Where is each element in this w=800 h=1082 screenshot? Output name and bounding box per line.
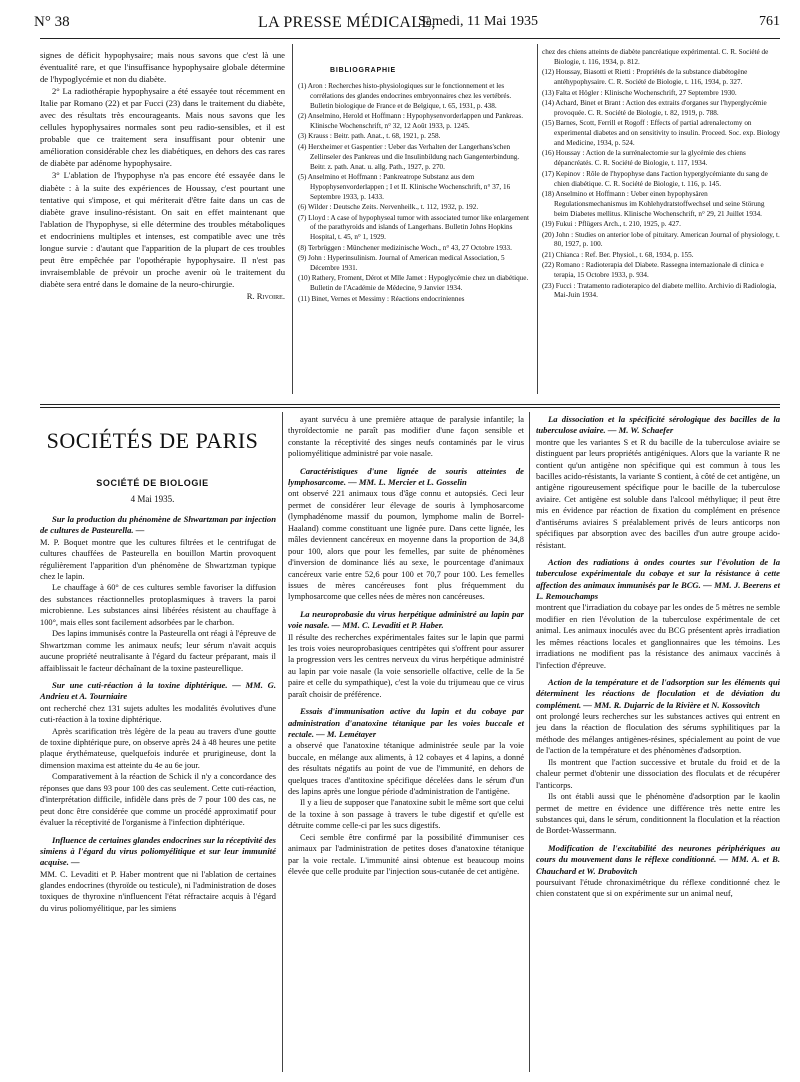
paragraph: ont recherché chez 131 sujets adultes les modalités évolutives d'une cuti-réaction à la toxine diphtérique. bbox=[40, 703, 276, 725]
column-divider bbox=[529, 412, 530, 1072]
communication-title: Caractéristiques d'une lignée de souris atteintes de lymphosarcome. — MM. L. Mercier et L. Gosselin bbox=[288, 465, 524, 488]
section-rule bbox=[40, 404, 780, 405]
paragraph: 2° La radiothérapie hypophysaire a été essayée tout récemment en Italie par Romano (22) et par Fucci (23) dans le traitement du diabète, avec des résultats très encourageants. Mais nous savons que les cellules hypophysaires normales sont peu radio-sensibles, et il est probable que ce traitement sera insuffisant pour obtenir une amélioration considérable chez les diabétiques, en dehors des cas rares de diabète par adénome hypophysaire. bbox=[40, 86, 285, 169]
bibliography-entry: (7) Lloyd : A case of hypophyseal tumor with associated tumor like enlargement of the parathyroids and islands of Langerhans. Bulletin Johns Hopkins Hospital, t. 45, n° 1, 1929. bbox=[298, 213, 530, 242]
paragraph: Il résulte des recherches expérimentales faites sur le lapin que parmi les trois voies neuroprobasiques centripètes qui s'offrent pour assurer la progression vers les centres nerveux du virus herpétique administré au lapin par voie nasale (la voie sensorielle olfactive, celle de la 5e paire et celle du sympathique), c'est la voie du trijumeau que ce virus paraît choisir de préférence. bbox=[288, 632, 524, 699]
society-column-b bbox=[288, 414, 524, 878]
paragraph: montre que les variantes S et R du bacille de la tuberculose aviaire se distinguent par leurs propriétés antigéniques. Alors que la variante R ne contient qu'un antigène non spécifique qui est commun à tous les bacilles acido-résistants, la variante S contient, à côté de cet antigène, un antigène rigoureusement spécifique pour le bacille de la tuberculose aviaire. Cet antigène est soluble dans l'alcool méthylique; il peut être mis en évidence par réaction de fixation du complément en présence d'antisérums aviaires S préalablement privés de leurs anticorps non spécifiques par absorption avec des bacilles d'un autre groupe acido-résistant. bbox=[536, 437, 780, 550]
bibliography-column-2 bbox=[542, 48, 780, 302]
paragraph: Il y a lieu de supposer que l'anatoxine subit le même sort que celui de la toxine à son passage à travers le tube digestif et qu'elle est détruite comme celle-ci par les sucs digestifs. bbox=[288, 798, 524, 831]
paragraph: Après scarification très légère de la peau au travers d'une goutte de toxine diphtérique pure, on observe après 24 à 48 heures une petite plaque érythémateuse, quelquefois indurée et prurigineuse, dont la dimension maxima est atteinte du 4e au 6e jour. bbox=[40, 726, 276, 770]
bibliography-entry: (8) Terbrüggen : Münchener medizinische Woch., n° 43, 27 Octobre 1933. bbox=[298, 243, 512, 252]
section-title: SOCIÉTÉS DE PARIS bbox=[46, 428, 259, 453]
communication-title: Action des radiations à ondes courtes sur l'évolution de la tuberculose expérimentale du cobaye et sur la résistance à cette affection des animaux immunisés par le BCG. — MM. J. Beerens et L. Remouchamps bbox=[536, 557, 780, 602]
paragraph: Ceci semble être confirmé par la possibilité d'immuniser ces animaux par l'administration de petites doses d'anatoxine tétanique par la voie rectale. L'immunité ainsi obtenue est beaucoup moins élevée que celle produite par l'injection sous-cutanée de cet antigène. bbox=[288, 832, 524, 877]
bibliography-entry: (16) Houssay : Action de la surrénalectomie sur la glycémie des chiens dépancréatés. C. R. Société de Biologie, t. 117, 1934. bbox=[542, 149, 746, 168]
bibliography-title: BIBLIOGRAPHIE bbox=[330, 67, 397, 74]
bibliography-entry: (5) Anselmino et Hoffmann : Pankreatrope Substanz aus dem Hypophysenvorderlappen ; I et II. Klinische Wochenschrift, n° 37, 16 Septembre 1933, p. 1433. bbox=[298, 172, 511, 201]
bibliography-entry: (20) John : Studies on anterior lobe of pituitary. American Journal of physiology, t. 80, 1927, p. 100. bbox=[542, 230, 780, 249]
communication-title: Sur la production du phénomène de Shwartzman par injection de cultures de Pasteurella. — bbox=[40, 514, 276, 536]
bibliography-entry: (19) Fukui : Pflügers Arch., t. 210, 1925, p. 427. bbox=[542, 220, 681, 229]
bibliography-entry: (17) Kepinov : Rôle de l'hypophyse dans l'action hyperglycémiante du sang de chien diabétique. C. R. Société de Biologie, t. 116, p. 145. bbox=[542, 169, 768, 188]
paragraph: ayant survécu à une première attaque de paralysie infantile; la thyroïdectomie ne paraît pas modifier d'une façon sensible et constante la réceptivité des singes neufs contaminés par le virus poliomyélitique administré par voie nasale. bbox=[288, 415, 524, 459]
session-date: 4 Mai 1935. bbox=[130, 494, 175, 504]
bibliography-entry: (21) Chianca : Ref. Ber. Physiol., t. 68, 1934, p. 155. bbox=[542, 250, 694, 259]
bibliography-entry: (3) Krauss : Beitr. path. Anat., t. 68, 1921, p. 258. bbox=[298, 132, 441, 141]
column-divider bbox=[282, 412, 283, 1072]
paragraph: montrent que l'irradiation du cobaye par les ondes de 5 mètres ne semble modifier en rien l'évolution de la tuberculose expérimentale de cet animal. Les animaux inoculés avec du BCG présentent après irradiation les mêmes réactions locales et ganglionnaires que les témoins. Les irradiations ne modifient pas la résistance des animaux vaccinés à l'infection d'épreuve. bbox=[536, 603, 780, 670]
paragraph: Des lapins immunisés contre la Pasteurella ont réagi à l'épreuve de Shwartzman comme les animaux neufs; leur sérum n'avait acquis aucune propriété neutralisante à l'égard du facteur préparant, mais il affaiblissait le facteur déchaînant de la toxine pasteurellique. bbox=[40, 629, 276, 673]
bibliography-entry: (4) Herxheimer et Gaspentier : Ueber das Verhalten der Langerhans'schen Zellinseler des Pankreas und die Insulinbildung nach Gangenterbindung. Beitr. z. path. Anat. u. allg. Path., 1927, p. 270. bbox=[298, 142, 520, 171]
communication-title: Modification de l'excitabilité des neurones périphériques au cours du mouvement dans le réflexe conditionné. — MM. A. et B. Chauchard et W. Drabovitch bbox=[536, 842, 780, 876]
communication-title: Action de la température et de l'adsorption sur les éléments qui déterminent les réactions de floculation et de déviation du complément. — MM. R. Dujarric de la Rivière et N. Kossovitch bbox=[536, 677, 780, 710]
bibliography-entry: (12) Houssay, Biasotti et Rietti : Propriétés de la substance diabétogène antéhypophysaire. C. R. Société de Biologie, t. 116, 1934, p. 327. bbox=[542, 68, 748, 87]
paragraph: Comparativement à la réaction de Schick il n'y a concordance des réponses que dans 93 pour 100 des cas seulement. Cette cuti-réaction, d'interprétation difficile, infidèle dans près de 7 pour 100 des cas, ne peut donc être considérée que comme un procédé approximatif pour évaluer la réceptivité de l'organisme à l'infection diphtérique. bbox=[40, 772, 276, 828]
issue-date: Samedi, 11 Mai 1935 bbox=[418, 14, 539, 29]
society-name: SOCIÉTÉ DE BIOLOGIE bbox=[96, 478, 209, 488]
column-divider bbox=[537, 44, 538, 394]
communication-title: Sur une cuti-réaction à la toxine diphtérique. — MM. G. Andrieu et A. Tourniaire bbox=[40, 680, 276, 702]
signature: R. Rivoire. bbox=[246, 290, 285, 301]
paragraph: Ils ont établi aussi que le phénomène d'adsorption par le kaolin permet de mettre en évidence une différence très nette entre les substances qui, dans le sérum, conditionnent la floculation et la réaction de Bordet-Wassermann. bbox=[536, 792, 780, 836]
paragraph: poursuivant l'étude chronaximétrique du réflexe conditionné chez le chien constatent que si on expérimente sur un animal neuf, bbox=[536, 877, 780, 899]
paragraph: a observé que l'anatoxine tétanique administrée seule par la voie buccale, en mélange aux aliments, à 12 cobayes et 4 lapins, a donné des résultats négatifs au point de vue de l'immunité, en dehors de quelques traces d'antitoxine spécifique décelées dans le sérum d'un des lapins après une longue période d'administration de l'antigène. bbox=[288, 741, 524, 796]
paragraph: 3° L'ablation de l'hypophyse n'a pas encore été essayée dans le diabète : à la suite des expériences de Houssay, c'est pourtant une tentative qui s'impose, et qui mériterait d'être faite dans un cas de diabète grave insulino-résistant. On sait en effet maintenant que l'ablation de l'hypophyse, si elle détermine des troubles métaboliques et endocriniens multiples et intenses, est compatible avec une très longue survie : d'autant que l'apparition de la plupart de ces troubles peut être empêchée par l'opothérapie hypophysaire. Il n'est pas invraisemblable de prévoir un proche avenir où le traitement du diabète sera entré dans le domaine de la neuro-chirurgie. bbox=[40, 170, 285, 289]
paragraph: ont prolongé leurs recherches sur les substances actives qui entrent en jeu dans la réaction de floculation des sérums syphilitiques par la méthode des mélanges antigènes-résines, spécialement au point de vue de l'action de la température et des phénomènes d'adsorption. bbox=[536, 711, 780, 756]
section-rule bbox=[40, 407, 780, 408]
bibliography-entry: (2) Anselmino, Herold et Hoffmann : Hypophysenvorderlappen und Pankreas. Klinische Wochenschrift, n° 32, 12 Août 1933, p. 1245. bbox=[298, 112, 524, 130]
communication-title: Essais d'immunisation active du lapin et du cobaye par administration d'anatoxine tétanique par les voies buccale et rectale. — M. Lemétayer bbox=[288, 706, 524, 739]
paragraph: Le chauffage à 60° de ces cultures semble favoriser la diffusion des substances réactionnelles protoplasmiques à travers la paroi microbienne. Les substances ainsi libérées résistent au chauffage à 100°, mais elles sont facilement adsorbées par le charbon. bbox=[40, 583, 276, 627]
society-column-a bbox=[40, 514, 276, 914]
top-left-column bbox=[40, 49, 285, 302]
paragraph: Ils montrent que l'action successive et brutale du froid et de la chaleur permet d'obtenir une dissociation des floculats et de récupérer l'anticorps. bbox=[536, 757, 780, 790]
paragraph: ont observé 221 animaux tous d'âge connu et autopsiés. Ceci leur permet de considérer leur élevage de souris à lymphosarcome (lymphadénome massif du poumon, lymphome malin de Borrel-Haaland) comme constituant une lignée pure. Dans cette lignée, les mâles deviennent cancéreux en moyenne dans la proportion de 34,8 pour 100, alors que pour les femelles, par suite de phénomènes d'inversion de dominance liés au sexe, le pourcentage d'animaux cancéreux varie entre 52,6 pour 100 et 70,7 pour 100. Les femelles issues de mères cancéreuses font plus fréquemment du lymphosarcome que celles nées de mères non cancéreuses. bbox=[288, 489, 524, 602]
bibliography-entry: (15) Barnes, Scott, Ferrill et Rogoff : Effects of partial adrenalectomy on experimental diabetes and on sensitivity to insulin. Proceed. Soc. exp. Biology and Medicine, 1934, p. 524. bbox=[542, 119, 780, 147]
bibliography-entry: (10) Rathery, Froment, Dérot et Mlle Jamet : Hypoglycémie chez un diabétique. Bulletin de l'Académie de Médecine, 9 Janvier 1934. bbox=[298, 274, 529, 293]
header-rule bbox=[40, 38, 780, 39]
bibliography-entry: (11) Binet, Vernes et Messimy : Réactions endocriniennes bbox=[298, 294, 465, 303]
communication-title: La dissociation et la spécificité sérologique des bacilles de la tuberculose aviaire. — M. W. Schaefer bbox=[536, 414, 780, 436]
bibliography-entry: (9) John : Hyperinsulinism. Journal of American medical Association, 5 Décembre 1931. bbox=[298, 254, 505, 272]
page-number: 761 bbox=[759, 14, 780, 29]
bibliography-entry: (22) Romano : Radioterapia del Diabete. Rassegna internazionale di clinica e terapia, 15 Octobre 1933, p. 934. bbox=[542, 261, 764, 280]
column-divider bbox=[292, 44, 293, 394]
bibliography-column-1 bbox=[298, 82, 532, 305]
issue-number: N° 38 bbox=[34, 14, 70, 30]
communication-title: Influence de certaines glandes endocrines sur la réceptivité des simiens à l'égard du virus poliomyélitique et sur leur immunité acquise. — bbox=[40, 834, 276, 868]
paragraph: MM. C. Levaditi et P. Haber montrent que ni l'ablation de certaines glandes endocrines (thyroïde ou testicule), ni l'administration de doses toxiques de thyroxine n'influencent l'état réfractaire acquis à l'égard du virus poliomyélitique, par les simiens bbox=[40, 869, 276, 913]
bibliography-entry: (6) Wilder : Deutsche Zeits. Nervenheilk., t. 112, 1932, p. 192. bbox=[298, 203, 479, 212]
communication-title: La neuroprobasie du virus herpétique administré au lapin par voie nasale. — MM. C. Levaditi et P. Haber. bbox=[288, 608, 524, 631]
bibliography-entry: (18) Anselmino et Hoffmann : Ueber einen hypophysären Regulationsmechanismus im Kohlehydratstoffwechsel und seine Störung beim Diabetes mellitus. Klinische Wochenschrift, n° 29, 21 Juillet 1934. bbox=[542, 189, 765, 218]
page-header bbox=[26, 14, 780, 38]
bibliography-entry: chez des chiens atteints de diabète pancréatique expérimental. C. R. Société de Biologie, t. 116, 1934, p. 812. bbox=[542, 48, 769, 66]
bibliography-entry: (23) Fucci : Tratamento radioterapico del diabete mellito. Archivio di Radiologia, Mai-Juin 1934. bbox=[542, 281, 777, 300]
journal-title: LA PRESSE MÉDICALE, bbox=[258, 14, 436, 31]
paragraph: M. P. Boquet montre que les cultures filtrées et le centrifugat de cultures chauffées de Pasteurella en bouillon Martin provoquent régulièrement l'apparition d'un phénomène de Shwartzman typique chez le lapin. bbox=[40, 537, 276, 581]
society-column-c bbox=[536, 414, 780, 900]
bibliography-entry: (14) Achard, Binet et Brant : Action des extraits d'organes sur l'hyperglycémie provoquée. C. R. Société de Biologie, t. 82, 1919, p. 788. bbox=[542, 99, 767, 117]
bibliography-entry: (13) Falta et Högler : Klinische Wochenschrift, 27 Septembre 1930. bbox=[542, 88, 737, 97]
paragraph: signes de déficit hypophysaire; mais nous savons que c'est là une éventualité rare, et que l'insuffisance hypophysaire globale détermine de l'hypoglycémie et non du diabète. bbox=[40, 50, 285, 85]
bibliography-entry: (1) Aron : Recherches histo-physiologiques sur le fonctionnement et les corrélations des glandes endocrines embryonnaires chez les vertébrés. Bulletin biologique de France et de Belgique, t. 65, 1931, p. 438. bbox=[298, 82, 512, 110]
